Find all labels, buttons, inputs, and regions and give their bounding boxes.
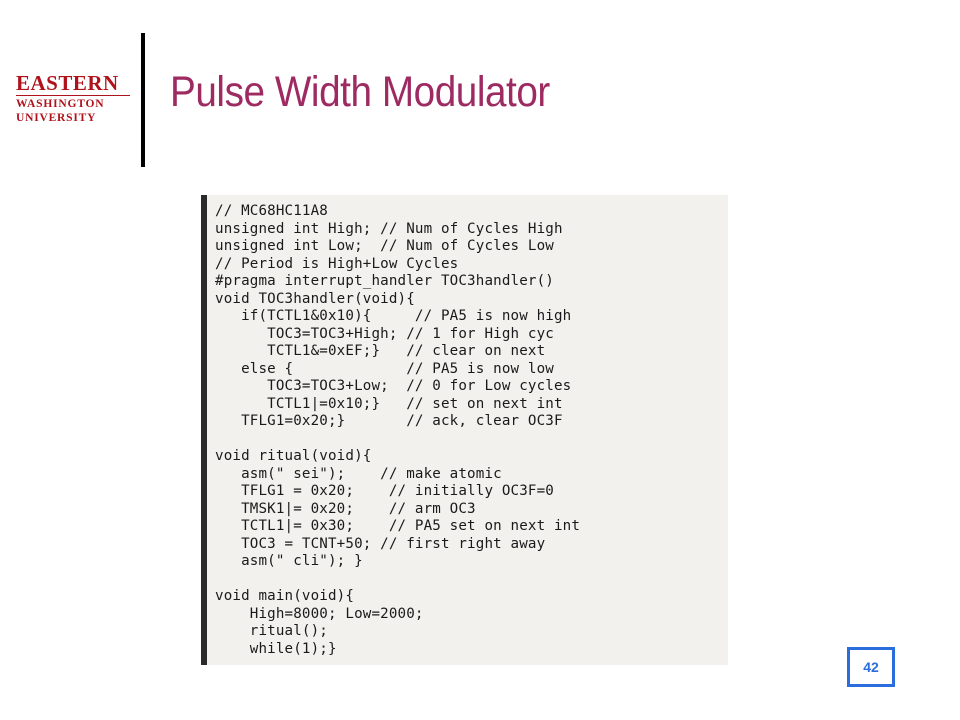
page-number-badge: [847, 647, 895, 687]
code-line: TOC3 = TCNT+50; // first right away: [215, 535, 546, 552]
title-divider: [141, 33, 145, 167]
code-line: TOC3=TOC3+Low; // 0 for Low cycles: [215, 378, 572, 394]
code-line: void ritual(void){: [215, 448, 372, 464]
code-line: ritual();: [215, 623, 328, 639]
logo-line-washington: WASHINGTON: [16, 95, 130, 111]
code-line: void TOC3handler(void){: [215, 290, 415, 307]
slide-title: Pulse Width Modulator: [170, 68, 550, 116]
logo-line-university: UNIVERSITY: [16, 112, 97, 124]
page-number: 42: [863, 659, 879, 675]
code-line: High=8000; Low=2000;: [215, 605, 424, 622]
code-line: else { // PA5 is now low: [215, 360, 554, 377]
code-line: TCTL1&=0xEF;} // clear on next: [215, 343, 546, 359]
code-line: #pragma interrupt_handler TOC3handler(): [215, 273, 554, 289]
code-line: // Period is High+Low Cycles: [215, 255, 459, 272]
code-listing-image: [201, 195, 728, 665]
code-line: TCTL1|= 0x30; // PA5 set on next int: [215, 518, 581, 534]
logo-line-eastern: EASTERN: [16, 71, 119, 95]
code-line: unsigned int High; // Num of Cycles High: [215, 220, 563, 237]
code-line: TOC3=TOC3+High; // 1 for High cyc: [215, 325, 554, 342]
code-line: asm(" sei"); // make atomic: [215, 465, 502, 482]
code-line: unsigned int Low; // Num of Cycles Low: [215, 238, 554, 254]
code-line: TFLG1 = 0x20; // initially OC3F=0: [215, 483, 554, 499]
code-line: [215, 571, 580, 589]
code-line: TMSK1|= 0x20; // arm OC3: [215, 500, 476, 517]
code-line: // MC68HC11A8: [215, 203, 328, 219]
code-line: void main(void){: [215, 588, 355, 604]
code-line: while(1);}: [215, 640, 337, 657]
code-line: if(TCTL1&0x10){ // PA5 is now high: [215, 308, 572, 324]
code-line: TFLG1=0x20;} // ack, clear OC3F: [215, 413, 563, 429]
code-line: [215, 431, 580, 449]
code-line: TCTL1|=0x10;} // set on next int: [215, 395, 563, 412]
code-line: asm(" cli"); }: [215, 553, 363, 569]
university-logo: [16, 72, 134, 125]
code-listing: [215, 203, 580, 658]
